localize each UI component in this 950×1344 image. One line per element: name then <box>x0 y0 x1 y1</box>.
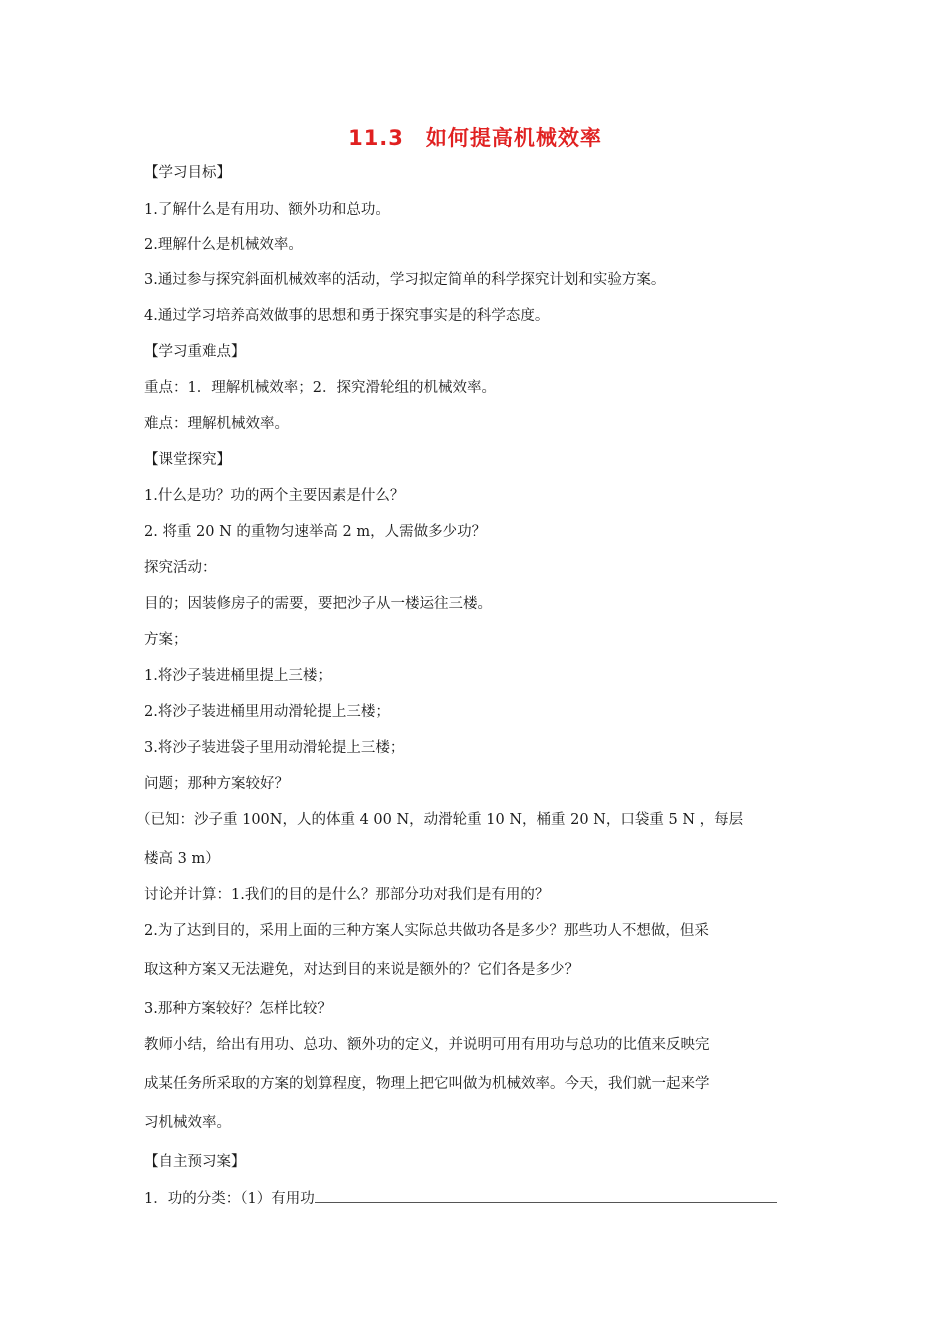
known-conditions: （已知：沙子重 100N，人的体重 4 00 N，动滑轮重 10 N，桶重 20 N，口袋重 5 N ，每层 <box>136 812 744 828</box>
objective-item: 3.通过参与探究斜面机械效率的活动，学习拟定简单的科学探究计划和实验方案。 <box>144 272 666 288</box>
plan-item: 2.将沙子装进桶里用动滑轮提上三楼； <box>144 704 390 720</box>
answer-blank[interactable] <box>315 1188 777 1203</box>
objective-item: 2.理解什么是机械效率。 <box>144 237 303 253</box>
difficult-points: 难点：理解机械效率。 <box>144 416 289 432</box>
objective-item: 1.了解什么是有用功、额外功和总功。 <box>144 202 390 218</box>
question-text: 问题；那种方案较好？ <box>144 776 289 792</box>
discussion-item: 2.为了达到目的，采用上面的三种方案人实际总共做功各是多少？那些功人不想做，但采 <box>144 923 709 939</box>
discussion-item: 3.那种方案较好？怎样比较？ <box>144 1001 332 1017</box>
objectives-heading: 【学习目标】 <box>144 165 231 181</box>
title-number: 11.3 <box>348 126 404 150</box>
teacher-summary-cont: 成某任务所采取的方案的划算程度，物理上把它叫做为机械效率。今天，我们就一起来学 <box>144 1076 710 1092</box>
inquiry-question: 1.什么是功？功的两个主要因素是什么？ <box>144 488 405 504</box>
preview-heading: 【自主预习案】 <box>144 1154 246 1170</box>
key-points: 重点：1．理解机械效率；2．探究滑轮组的机械效率。 <box>144 380 496 396</box>
plan-item: 1.将沙子装进桶里提上三楼； <box>144 668 332 684</box>
inquiry-question: 2. 将重 20 N 的重物匀速举高 2 m，人需做多少功？ <box>144 524 487 540</box>
discussion-item-cont: 取这种方案又无法避免，对达到目的来说是额外的？它们各是多少？ <box>144 962 579 978</box>
plan-label: 方案； <box>144 632 188 648</box>
title-text: 如何提高机械效率 <box>425 126 602 150</box>
teacher-summary-cont: 习机械效率。 <box>144 1115 231 1131</box>
preview-question-text: 1．功的分类：（1）有用功 <box>144 1191 315 1207</box>
purpose-text: 目的；因装修房子的需要，要把沙子从一楼运往三楼。 <box>144 596 492 612</box>
key-points-heading: 【学习重难点】 <box>144 344 246 360</box>
teacher-summary: 教师小结，给出有用功、总功、额外功的定义，并说明可用有用功与总功的比值来反映完 <box>144 1037 710 1053</box>
activity-label: 探究活动： <box>144 560 217 576</box>
inquiry-heading: 【课堂探究】 <box>144 452 231 468</box>
preview-question <box>144 1188 777 1209</box>
objective-item: 4.通过学习培养高效做事的思想和勇于探究事实是的科学态度。 <box>144 308 550 324</box>
known-conditions-cont: 楼高 3 m） <box>144 851 220 867</box>
plan-item: 3.将沙子装进袋子里用动滑轮提上三楼； <box>144 740 405 756</box>
discussion-item: 讨论并计算：1.我们的目的是什么？那部分功对我们是有用的？ <box>144 887 550 903</box>
page-title <box>0 122 950 152</box>
